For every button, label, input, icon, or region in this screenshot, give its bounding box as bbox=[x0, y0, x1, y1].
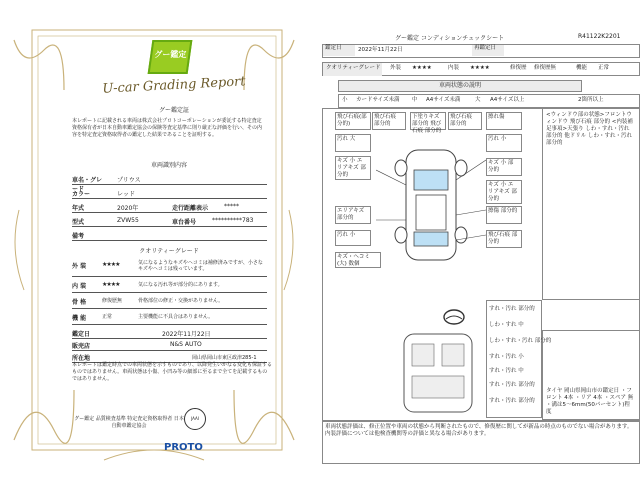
date-value: 2022年11月22日 bbox=[358, 47, 403, 53]
row-key: カラー bbox=[72, 191, 91, 198]
tire-notes: タイヤ 岡山県岡山市の鑑定日 ・フロント 4本 ・リア 4本 ・スペア 無 ・溝は5～6mm(50パーセント)程度 bbox=[546, 388, 634, 415]
row-desc: 気になるようなキズやヘコミは補修済みですが、小さなキズやヘコミは残っています。 bbox=[138, 260, 263, 272]
function-value: 正常 bbox=[102, 314, 113, 320]
row-value: 2022年11月22日 bbox=[162, 331, 211, 338]
quality-function bbox=[72, 310, 267, 325]
reg-label: 再鑑定日 bbox=[472, 45, 504, 56]
grade-repair-value: 修復歴無 bbox=[534, 65, 557, 71]
cert-notes: 本レポートは鑑定時点での車両状態を示すものであり、以降発生いかなる変化も保証するものではありません。車両状態は小傷、小凹み等の細部に至るまで全てを記載するものではありません。 bbox=[72, 362, 273, 382]
size-large-v: A4サイズ以上 bbox=[490, 97, 525, 103]
label-right-5: 飛び石痕 部分的 bbox=[488, 232, 518, 245]
row-key: 販売店 bbox=[72, 343, 91, 350]
row-key2: 走行距離表示 bbox=[172, 205, 209, 212]
label-right-1: 汚れ 小 bbox=[488, 136, 507, 142]
grade-ext-value: ★★★★ bbox=[412, 65, 432, 71]
interior-label-4: すれ・汚れ 中 bbox=[489, 368, 524, 374]
stars-interior: ★★★★ bbox=[102, 281, 120, 288]
frame-value: 修復歴無 bbox=[102, 298, 123, 304]
state-title: 車両状態の説明 bbox=[338, 80, 582, 92]
row-key: 内 装 bbox=[72, 283, 87, 290]
label-mid-0: 飛び石痕 部分的 bbox=[374, 114, 397, 127]
grade-repair-label: 修復歴 bbox=[510, 65, 527, 71]
car-exterior-diagram bbox=[376, 140, 486, 270]
row-value: ZVW55 bbox=[117, 217, 139, 224]
row-desc: 主要機能に不具合はありません。 bbox=[138, 314, 214, 320]
goo-kantei-logo bbox=[148, 40, 193, 74]
row-desc: 気になる汚れ等が部分的にあります。 bbox=[138, 282, 223, 288]
quality-interior bbox=[72, 278, 267, 293]
row-desc: 骨格部位の修正・交換がありません。 bbox=[138, 298, 224, 304]
label-mid-2: 飛び石痕 部分的 bbox=[450, 114, 473, 127]
row-key: 車名・グレード bbox=[72, 177, 103, 193]
cert-heading: グー鑑定証 bbox=[158, 107, 189, 114]
row-key: 機 能 bbox=[72, 315, 87, 322]
label-right-2: キズ 小 部分的 bbox=[488, 160, 514, 173]
size-small-v: カードサイズ未満 bbox=[356, 97, 400, 103]
interior-label-6: すれ・汚れ 部分的 bbox=[489, 398, 535, 404]
interior-label-1: しわ・すれ 中 bbox=[489, 322, 524, 328]
grade-func-label: 機能 bbox=[576, 65, 588, 71]
row-value: 2020年 bbox=[117, 205, 139, 212]
label-left-2: キズ 小 エリアキズ 部分的 bbox=[337, 158, 366, 178]
size-mid-k: 中 bbox=[412, 97, 418, 103]
cert-intro: 本レポートに記載される車両は株式会社プロトコーポレーションが委託する特定査定資格保有者が日本自動車鑑定協会の保険等査定基準に則り厳正な評価を行い、その内容を特定査定資格取得者の鑑定した結果であることを証明する。 bbox=[72, 118, 263, 138]
grade-label: クオリティーグレード bbox=[323, 63, 382, 76]
row-year bbox=[72, 200, 267, 213]
size-mid-v: A4サイズ未満 bbox=[426, 97, 461, 103]
certificate bbox=[4, 10, 304, 472]
quality-frame bbox=[72, 294, 267, 309]
interior-label-0: すれ・汚れ 部分的 bbox=[489, 306, 535, 312]
doc-id: R41122K2201 bbox=[578, 33, 621, 40]
label-right-0: 擦れ傷 bbox=[488, 114, 505, 120]
date-label: 鑑定日 bbox=[323, 45, 355, 56]
row-name bbox=[72, 172, 267, 193]
row-value: プリウス bbox=[117, 177, 141, 184]
section-title-vehicle: 車両識別内容 bbox=[150, 162, 187, 169]
interior-label-5: すれ・汚れ 部分的 bbox=[489, 382, 535, 388]
label-mid-1: 下塗りキズ 部分的 飛び石痕 部分的 bbox=[412, 114, 442, 134]
row-value2: **********783 bbox=[212, 217, 254, 224]
label-right-3: キズ 小 エリアキズ 部分的 bbox=[488, 182, 517, 202]
row-remarks bbox=[72, 228, 267, 241]
size-small-k: 小 bbox=[342, 97, 348, 103]
row-value: 岡山県岡山市東区政津285-1 bbox=[192, 355, 257, 361]
interior-label-2: しわ・すれ・汚れ 部分的 bbox=[489, 338, 552, 344]
row-color bbox=[72, 186, 267, 199]
jaai-logo: JAAI bbox=[184, 408, 206, 430]
stars-exterior: ★★★★ bbox=[102, 261, 120, 268]
row-model bbox=[72, 214, 267, 227]
grade-int-label: 内装 bbox=[448, 65, 460, 71]
quality-exterior bbox=[72, 258, 267, 277]
badge-text: グー鑑定 bbox=[154, 50, 187, 59]
size-large-k: 大 bbox=[475, 97, 481, 103]
row-key: 年式 bbox=[72, 205, 85, 212]
label-right-4: 擦傷 部分的 bbox=[488, 208, 518, 214]
sheet-title: グー鑑定 コンディションチェックシート bbox=[395, 35, 505, 42]
grade-func-value: 正常 bbox=[598, 65, 610, 71]
count-label: 2箇所以上 bbox=[578, 97, 604, 103]
script-title: U-car Grading Report bbox=[102, 74, 246, 97]
label-left-1: 汚れ 大 bbox=[337, 136, 356, 142]
label-left-5: キズ・ヘコミ(大) 数個 bbox=[337, 254, 370, 267]
row-key: 所在地 bbox=[72, 355, 91, 362]
label-left-4: 汚れ 小 bbox=[337, 232, 356, 238]
row-key: 型式 bbox=[72, 219, 85, 226]
grade-ext-label: 外装 bbox=[390, 65, 402, 71]
window-notes: <ウィンドウ部の状態>フロントウィンドウ 飛び石痕 部分的 <内装補足事項>天張り しわ・すれ・汚れ 部分的 他ドリル しわ・すれ・汚れ 部分的 bbox=[546, 112, 633, 146]
label-left-0: 飛び石痕(部分的) bbox=[337, 114, 367, 127]
grade-int-value: ★★★★ bbox=[470, 65, 490, 71]
row-value: N&S AUTO bbox=[170, 341, 202, 348]
label-left-3: エリアキズ 部分的 bbox=[337, 208, 365, 221]
row-key: 外 装 bbox=[72, 263, 87, 270]
bottom-note: 車両状態評価は、修正位置や車両の状態から判断されたもので、修復歴に関してが新品の時点のものでない場合があります。内装評価については他検査機関等の評価と異なる場合があります。 bbox=[325, 424, 633, 437]
row-key2: 車台番号 bbox=[172, 219, 197, 226]
cert-footer: グー鑑定 品質検査基準 特定査定資格取得者 日本自動車鑑定協会 bbox=[74, 416, 184, 429]
row-key: 備考 bbox=[72, 233, 85, 240]
steering-wheel-icon bbox=[442, 308, 466, 326]
row-key: 鑑定日 bbox=[72, 331, 91, 338]
row-value2: ***** bbox=[224, 203, 239, 210]
car-interior-diagram bbox=[396, 330, 480, 416]
interior-label-3: すれ・汚れ 小 bbox=[489, 354, 524, 360]
row-key: 骨 格 bbox=[72, 299, 87, 306]
row-value: レッド bbox=[117, 191, 135, 198]
proto-logo: PROTO bbox=[164, 442, 203, 453]
section-title-quality: クオリティーグレード bbox=[139, 248, 199, 255]
